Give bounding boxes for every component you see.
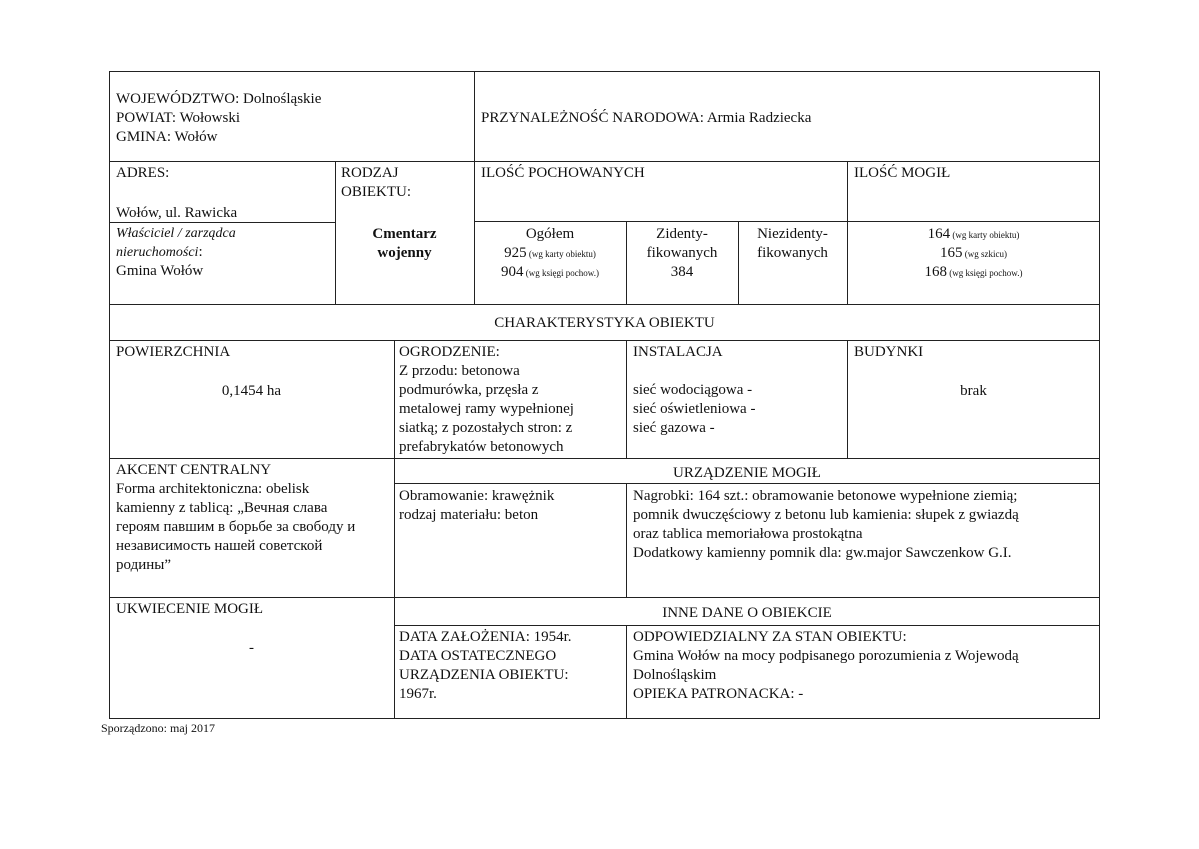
rule — [109, 304, 1100, 305]
rodzaj-label-2: OBIEKTU: — [341, 184, 411, 200]
adres-label: ADRES: — [116, 165, 170, 181]
zident-label-2: fikowanych — [646, 245, 718, 261]
wlasciciel-label-2: nieruchomości: — [116, 244, 203, 260]
niezident-label-2: fikowanych — [757, 245, 828, 261]
rule — [394, 340, 395, 718]
footer-date: Sporządzono: maj 2017 — [101, 721, 215, 735]
rule — [109, 458, 1100, 459]
powierzchnia-label: POWIERZCHNIA — [116, 344, 231, 360]
ogolem-label: Ogółem — [525, 226, 575, 242]
obramowanie-text: Obramowanie: krawężnik rodzaj materiału: beton — [399, 488, 555, 523]
inne-heading: INNE DANE O OBIEKCIE — [662, 605, 832, 621]
inne-odp-text: ODPOWIEDZIALNY ZA STAN OBIEKTU: Gmina Wołów na mocy podpisanego porozumienia z Wojewodą Dolnośląskim OPIEKA PATRONACKA: - — [633, 629, 1019, 702]
ogolem-value-1: 925 (wg karty obiektu) — [504, 245, 596, 261]
pochowani-label: ILOŚĆ POCHOWANYCH — [481, 165, 645, 181]
akcent-text: Forma architektoniczna: obelisk kamienny z tablicą: „Вечная слава героям павшим в борьбе за свободу и независимость нашей советской родины” — [116, 481, 356, 573]
rule — [626, 340, 627, 458]
rule — [626, 483, 627, 597]
powiat: POWIAT: Wołowski — [116, 110, 241, 126]
rule — [109, 340, 1100, 341]
budynki-value: brak — [960, 383, 987, 399]
zident-label-1: Zidenty- — [656, 226, 708, 242]
wlasciciel-label-1: Właściciel / zarządca — [116, 226, 236, 241]
akcent-label: AKCENT CENTRALNY — [116, 462, 272, 478]
mogily-value-1: 164 (wg karty obiektu) — [927, 226, 1020, 242]
instalacja-text: sieć wodociągowa - sieć oświetleniowa - sieć gazowa - — [633, 382, 756, 436]
rule — [394, 483, 1100, 484]
charakterystyka-heading: CHARAKTERYSTYKA OBIEKTU — [494, 315, 715, 331]
gmina: GMINA: Wołów — [116, 129, 218, 145]
budynki-label: BUDYNKI — [854, 344, 924, 360]
rule — [474, 221, 1100, 222]
rodzaj-label-1: RODZAJ — [341, 165, 399, 181]
ukwiecenie-label: UKWIECENIE MOGIŁ — [116, 601, 264, 617]
mogily-label: ILOŚĆ MOGIŁ — [854, 165, 951, 181]
ogolem-value-2: 904 (wg księgi pochow.) — [501, 264, 599, 280]
rule — [626, 625, 627, 718]
zident-value: 384 — [670, 264, 694, 280]
rule — [109, 597, 1100, 598]
wlasciciel-value: Gmina Wołów — [116, 263, 204, 279]
urzadzenie-heading: URZĄDZENIE MOGIŁ — [673, 465, 821, 481]
przynaleznosc: PRZYNALEŻNOŚĆ NARODOWA: Armia Radziecka — [481, 110, 812, 126]
ogrodzenie-label: OGRODZENIE: — [399, 344, 500, 360]
rodzaj-value-1: Cmentarz — [372, 226, 437, 242]
rule — [394, 625, 1100, 626]
wojewodztwo: WOJEWÓDZTWO: Dolnośląskie — [116, 91, 322, 107]
ogrodzenie-text: Z przodu: betonowa podmurówka, przęsła z metalowej ramy wypełnionej siatką; z pozostałych stron: z prefabrykatów betonowych — [399, 363, 574, 455]
mogily-value-2: 165 (wg szkicu) — [940, 245, 1007, 261]
inne-data-text: DATA ZAŁOŻENIA: 1954r. DATA OSTATECZNEGO URZĄDZENIA OBIEKTU: 1967r. — [399, 629, 572, 702]
niezident-label-1: Niezidenty- — [757, 226, 828, 242]
instalacja-label: INSTALACJA — [633, 344, 723, 360]
rodzaj-value-2: wojenny — [377, 245, 432, 261]
ukwiecenie-value: - — [249, 640, 254, 656]
rule — [109, 161, 1100, 162]
nagrobki-text: Nagrobki: 164 szt.: obramowanie betonowe wypełnione ziemią; pomnik dwuczęściowy z betonu lub kamienia: słupek z gwiazdą oraz tablica memoriałowa prostokątna Dodatkowy kamienny pomnik dla: gw.major Sawczenkow G.I. — [633, 488, 1019, 561]
powierzchnia-value: 0,1454 ha — [221, 383, 282, 399]
mogily-value-3: 168 (wg księgi pochow.) — [924, 264, 1023, 280]
adres-value: Wołów, ul. Rawicka — [116, 205, 238, 221]
